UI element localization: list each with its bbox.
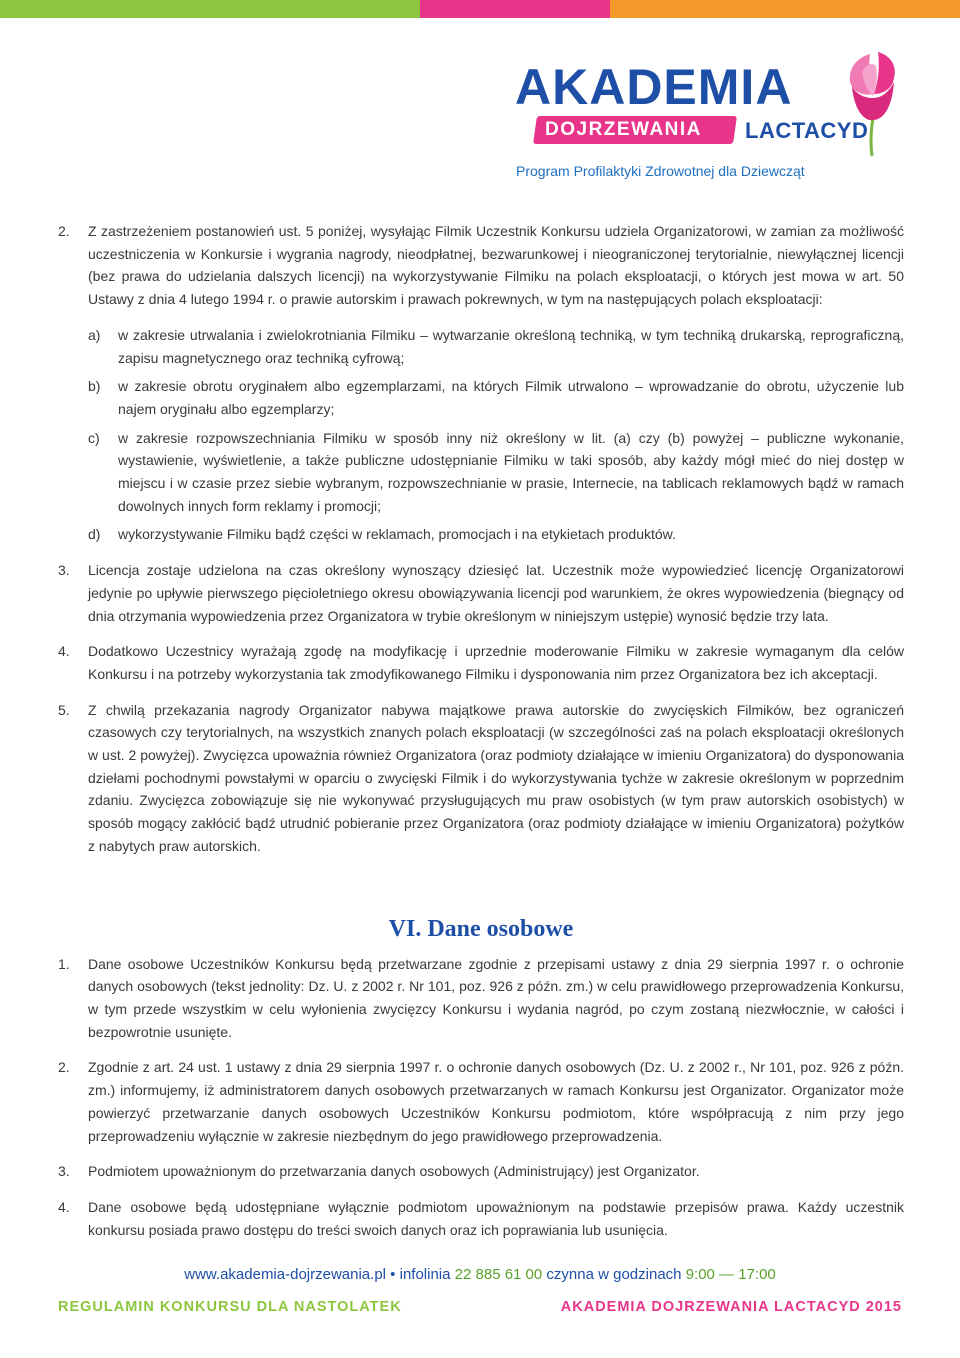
item-text: Zgodnie z art. 24 ust. 1 ustawy z dnia 29 sierpnia 1997 r. o ochronie danych osobowych (Dz. U. z 2002 r., Nr 101, poz. 926 z późn. zm.) informujemy, iż administratorem danych osobowych przetwarzanych w ramach Konkursu jest Organizator. Organizator może powierzyć przetwarzanie danych osobowych Uczestników Konkursu podmiotom, które współpracują z nim przy jego przeprowadzeniu wyłącznie w zakresie niezbędnym do jego prawidłowego przeprowadzenia. <box>88 1059 904 1144</box>
top-color-bar <box>0 0 960 18</box>
sub-list-item <box>88 427 904 518</box>
list-item <box>58 1196 904 1241</box>
item-number: 2. <box>58 1059 70 1076</box>
top-bar-orange <box>610 0 960 18</box>
document-body <box>58 220 904 1254</box>
item-number: 1. <box>58 955 70 972</box>
sub-item-text: w zakresie obrotu oryginałem albo egzemplarzami, na których Filmik utrwalono – wprowadzanie do obrotu, użyczenie lub najem oryginału albo egzemplarzy; <box>118 378 904 417</box>
logo-banner-text: DOJRZEWANIA <box>545 119 702 140</box>
list-item <box>58 1056 904 1147</box>
footer-program-name: AKADEMIA DOJRZEWANIA LACTACYD 2015 <box>560 1299 902 1315</box>
hours-value: 9:00 — 17:00 <box>685 1266 776 1283</box>
item-text: Licencja zostaje udzielona na czas określony wynoszący dziesięć lat. Uczestnik może wypowiedzieć licencję Organizatorowi jedynie po upływie pierwszego pięcioletniego okresu obowiązywania licencji pod warunkiem, że okres wypowiedzenia (biegnący od dnia otrzymania wypowiedzenia przez Organizatora w trybie określonym w niniejszym ustępie) wynosić będzie trzy lata. <box>88 562 904 624</box>
website-link[interactable]: www.akademia-dojrzewania.pl <box>184 1266 386 1283</box>
top-bar-pink <box>420 0 610 18</box>
footer-document-title: REGULAMIN KONKURSU DLA NASTOLATEK <box>58 1299 402 1315</box>
akademia-logo <box>515 58 915 188</box>
sub-item-text: w zakresie utrwalania i zwielokrotniania Filmiku – wytwarzanie określoną techniką, w tym techniką drukarską, reprograficzną, zapisu magnetycznego oraz techniką cyfrową; <box>118 326 904 366</box>
list-item <box>58 699 904 858</box>
item-text: Z zastrzeżeniem postanowień ust. 5 poniżej, wysyłając Filmik Uczestnik Konkursu udziela Organizatorowi, w zamian za możliwość uczestniczenia w Konkursie i wygrania nagrody, nieodpłatnej, bezwarunkowej i nieograniczonej terytorialnie, niewyłącznej licencji (bez prawa do udzielania dalszych licencji) na wykorzystywanie Filmiku na polach eksploatacji, o których jest mowa w art. 50 Ustawy z dnia 4 lutego 1994 r. o prawie autorskim i prawach pokrewnych, w tym na następujących polach eksploatacji: <box>88 223 904 308</box>
item-text: Dodatkowo Uczestnicy wyrażają zgodę na modyfikację i uprzednie moderowanie Filmiku w zakresie wymaganym dla celów Konkursu i na potrzeby wykorzystania tak zmodyfikowanego Filmiku i dysponowania nim przez Organizatora bez ich akceptacji. <box>88 643 904 682</box>
sub-item-text: w zakresie rozpowszechniania Filmiku w sposób inny niż określony w lit. (a) czy (b) powyżej – publiczne wykonanie, wystawienie, wyświetlenie, a także publiczne udostępnianie Filmiku w taki sposób, aby każdy mógł mieć do niej dostęp w miejscu i w czasie przez siebie wybranym, rozpowszechnianie w prasie, Internecie, na tablicach reklamowych bądź w ramach dowolnych innych form reklamy i promocji; <box>118 429 904 514</box>
item-text: Z chwilą przekazania nagrody Organizator nabywa majątkowe prawa autorskie do zwycięskich Filmików, bez ograniczeń czasowych czy terytorialnych, na wszystkich znanych polach eksploatacji (w szczególności zaś na polach eksploatacji określonych w ust. 2 powyżej). Zwycięzca upoważnia również Organizatora (oraz podmioty działające w imieniu Organizatora) do dysponowania dziełami pochodnymi powstałymi w oparciu o zwycięski Filmik i do wykorzystywania tychże w zakresie określonym w poprzednim zdaniu. Zwycięzca zobowiązuje się nie wykonywać przysługujących mu praw osobistych (w tym praw autorskich osobistych) w sposób mogący zakłócić bądź utrudnić pobieranie przez Organizatora (oraz podmioty działające w imieniu Organizatora) pożytków z nabytych praw autorskich. <box>88 701 904 854</box>
list-item <box>58 559 904 627</box>
item-number: 3. <box>58 1163 70 1180</box>
item-text: Dane osobowe będą udostępniane wyłącznie podmiotom upoważnionym na podstawie przepisów prawa. Każdy uczestnik konkursu posiada prawo dostępu do treści swoich danych oraz ich poprawiania lub usunięcia. <box>88 1198 904 1238</box>
top-bar-green <box>0 0 420 18</box>
logo-brand-text: LACTACYD <box>745 118 869 143</box>
logo-banner <box>533 116 737 144</box>
sub-list-item <box>88 324 904 369</box>
item-text: Dane osobowe Uczestników Konkursu będą przetwarzane zgodnie z przepisami ustawy z dnia 29 sierpnia 1997 r. o ochronie danych osobowych (tekst jednolity: Dz. U. z 2002 r. Nr 101, poz. 926 z późn. zm.) w celu prawidłowego przeprowadzenia Konkursu, w tym przede wszystkim w celu wyłonienia zwycięzcy Konkursu i wydania nagród, po czym zostaną niezwłocznie, w całości i bezpowrotnie usunięte. <box>88 955 904 1040</box>
hours-label: czynna w godzinach <box>546 1266 682 1283</box>
infolinia-label: infolinia <box>399 1266 451 1283</box>
tulip-icon <box>840 52 904 160</box>
list-item <box>58 220 904 311</box>
sub-item-letter: d) <box>88 526 101 543</box>
logo-main-text: AKADEMIA <box>515 59 793 115</box>
sub-item-text: wykorzystywanie Filmiku bądź części w reklamach, promocjach i na etykietach produktów. <box>118 526 676 543</box>
list-item <box>58 953 904 1044</box>
sub-item-letter: a) <box>88 326 101 343</box>
list-item <box>58 640 904 685</box>
sub-list-item <box>88 375 904 420</box>
footer-contact <box>0 1266 960 1283</box>
sub-item-letter: c) <box>88 429 100 446</box>
logo-tagline: Program Profilaktyki Zdrowotnej dla Dziewcząt <box>516 163 805 179</box>
bullet-separator: • <box>390 1266 396 1283</box>
item-number: 4. <box>58 643 70 660</box>
list-item <box>58 1160 904 1183</box>
sub-item-letter: b) <box>88 378 101 395</box>
sub-list-item <box>88 523 904 546</box>
item-text: Podmiotem upoważnionym do przetwarzania danych osobowych (Administrujący) jest Organizator. <box>88 1163 700 1180</box>
item-number: 5. <box>58 701 70 718</box>
item-number: 3. <box>58 562 70 579</box>
phone-number: 22 885 61 00 <box>454 1266 543 1283</box>
item-number: 2. <box>58 223 70 239</box>
item-number: 4. <box>58 1198 70 1215</box>
section-title: VI. Dane osobowe <box>388 915 574 942</box>
